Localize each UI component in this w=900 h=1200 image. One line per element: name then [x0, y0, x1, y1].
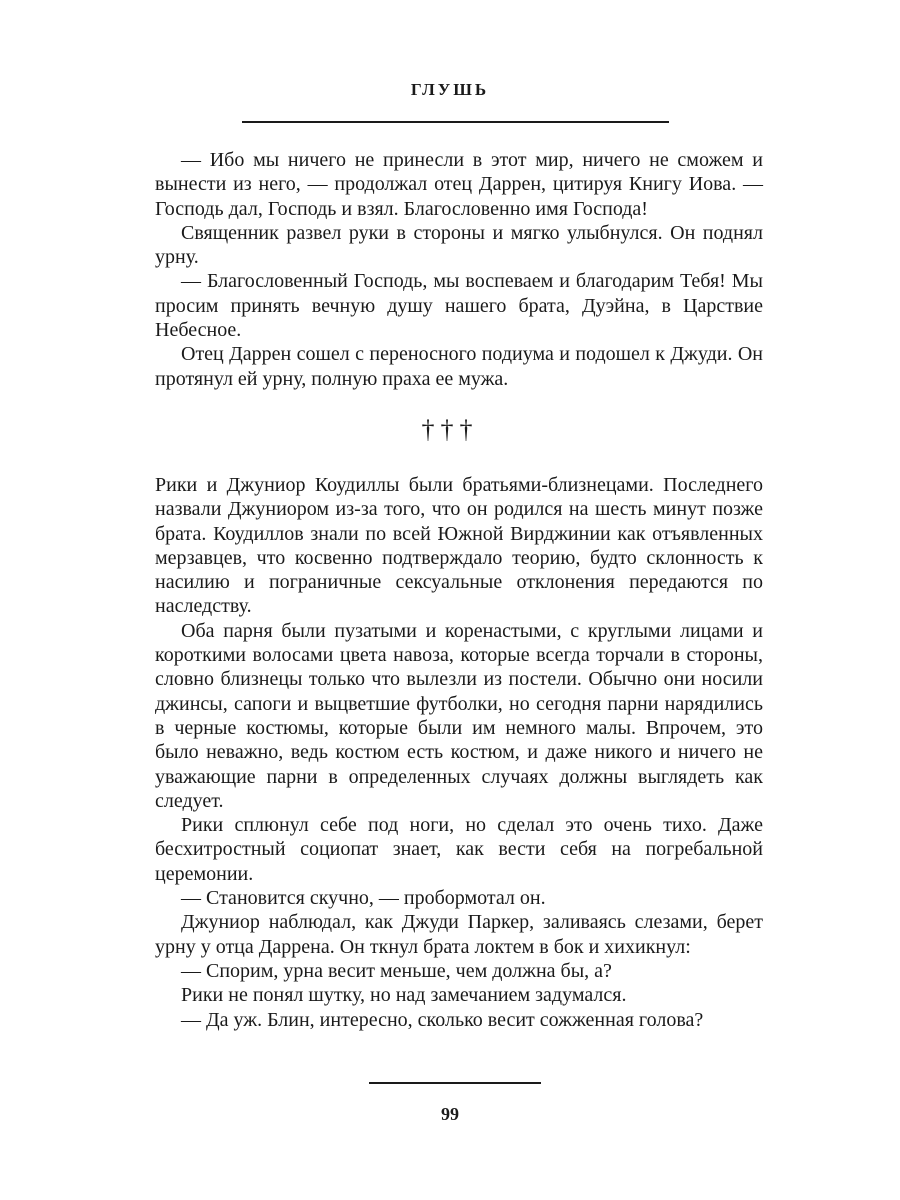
paragraph: — Спорим, урна весит меньше, чем должна бы, а? — [181, 959, 612, 982]
section-1-text — [155, 148, 763, 391]
section-separator-crosses: ††† — [421, 415, 479, 444]
paragraph: Рики не понял шутку, но над замечанием задумался. — [181, 984, 627, 1007]
paragraph: — Ибо мы ничего не принесли в этот мир, ничего не сможем и вынести из него, — продолжал отец Даррен, цитируя Книгу Иова. — Господь дал, Господь и взял. Благословенно имя Господа! — [155, 149, 763, 220]
paragraph: — Благословенный Господь, мы воспеваем и благодарим Тебя! Мы просим принять вечную душу нашего брата, Дуэйна, в Царствие Небесное. — [155, 270, 763, 342]
paragraph: Рики и Джуниор Коудиллы были братьями-близнецами. Последнего назвали Джуниором из-за того, что он родился на шесть минут позже брата. Коудиллов знали по всей Южной Вирджинии как отъявленных мерзавцев, что косвенно подтверждало теорию, будто склонность к насилию и пограничные сексуальные отклонения передаются по наследству. — [155, 474, 763, 618]
paragraph: — Да уж. Блин, интересно, сколько весит сожженная голова? — [181, 1008, 704, 1031]
paragraph: Отец Даррен сошел с переносного подиума и подошел к Джуди. Он протянул ей урну, полную праха ее мужа. — [155, 343, 763, 390]
paragraph: Джуниор наблюдал, как Джуди Паркер, заливаясь слезами, берет урну у отца Даррена. Он ткнул брата локтем в бок и хихикнул: — [155, 911, 763, 958]
paragraph: Оба парня были пузатыми и коренастыми, с круглыми лицами и короткими волосами цвета навоза, которые всегда торчали в стороны, словно близнецы только что вылезли из постели. Обычно они носили джинсы, сапоги и выцветшие футболки, но сегодня парни нарядились в черные костюмы, которые были им немного малы. Впрочем, это было неважно, ведь костюм есть костюм, и даже никого и ничего не уважающие парни в определенных случаях должны выглядеть как следует. — [155, 619, 763, 812]
section-2-text — [155, 473, 763, 1032]
paragraph: — Становится скучно, — пробормотал он. — [181, 887, 546, 910]
running-head: ГЛУШЬ — [410, 80, 490, 99]
paragraph: Священник развел руки в стороны и мягко улыбнулся. Он поднял урну. — [155, 221, 763, 269]
header-rule — [242, 121, 669, 123]
paragraph: Рики сплюнул себе под ноги, но сделал это очень тихо. Даже бесхитростный социопат знает, как вести себя на погребальной церемонии. — [155, 814, 763, 885]
footer-rule — [369, 1082, 541, 1084]
page-number: 99 — [441, 1104, 459, 1124]
